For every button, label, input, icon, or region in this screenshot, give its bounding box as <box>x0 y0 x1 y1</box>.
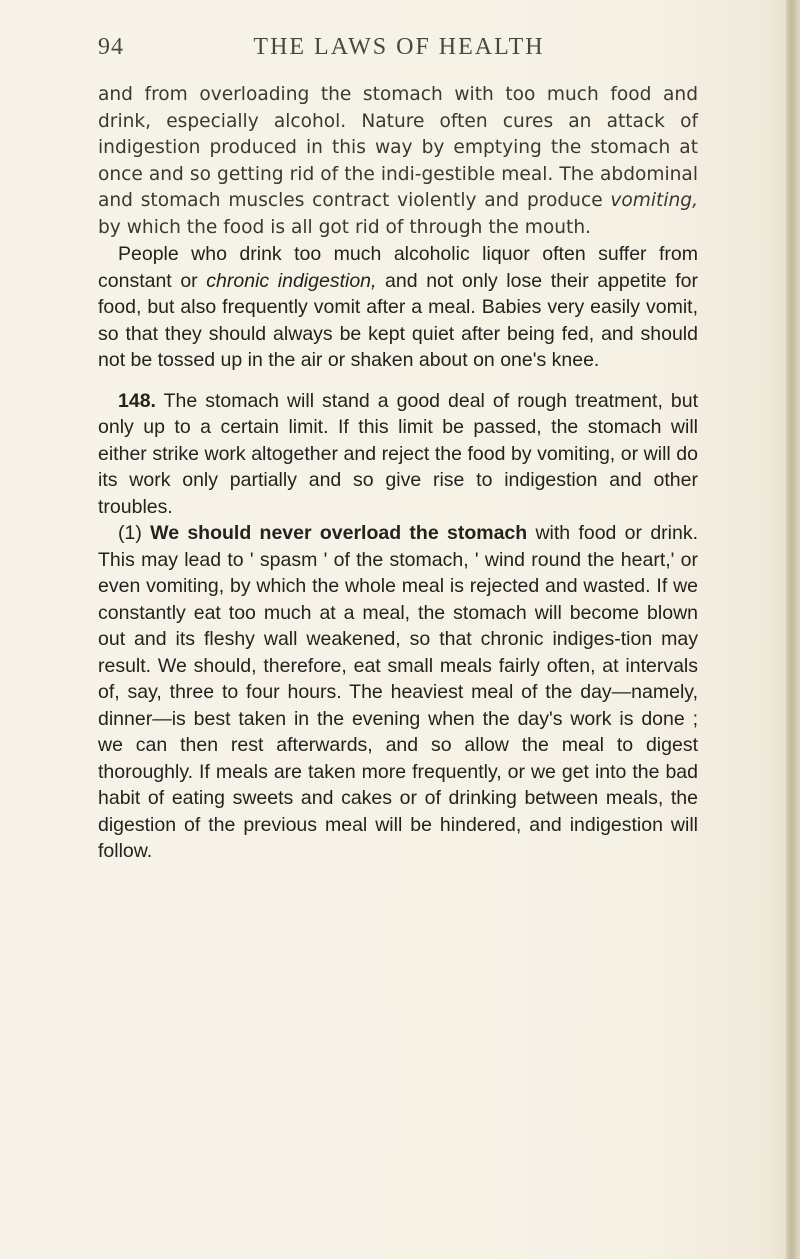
paragraph-1 <box>98 82 698 241</box>
paragraph-rule-1-text: with food or drink. This may lead to ' spasm ' of the stomach, ' wind round the heart,' or even vomiting, by which the whole meal is rejected and wasted. If we constantly eat too much at a meal, the stomach will become blown out and its fleshy wall weakened, so that chronic indiges-tion may result. We should, therefore, eat small meals fairly often, at intervals of, say, three to four hours. The heaviest meal of the day—namely, dinner—is best taken in the evening when the day's work is done ; we can then rest afterwards, and so allow the meal to digest thoroughly. If meals are taken more frequently, or we get into the bad habit of eating sweets and cakes or of drinking between meals, the digestion of the previous meal will be hindered, and indigestion will follow. <box>98 522 699 862</box>
rule-heading: We should never overload the stomach <box>141 522 528 544</box>
paragraph-148 <box>98 388 698 521</box>
paragraph-2-text: People who drink too much alcoholic liquor often suffer from constant or <box>98 243 698 292</box>
paragraph-148-text: The stomach will stand a good deal of rough treatment, but only up to a certain limit. If this limit be passed, the stomach will either strike work altogether and reject the food by vomiting, or will do its work only partially and so give rise to indigestion and other troubles. <box>98 389 698 518</box>
page-number: 94 <box>98 34 124 60</box>
page-edge <box>786 0 800 1259</box>
paragraph-1-tail: by which the food is all got rid of through the mouth. <box>98 216 592 238</box>
running-title: THE LAWS OF HEALTH <box>253 34 545 60</box>
paragraph-1-text: and from overloading the stomach with too much food and drink, especially alcohol. Nature often cures an attack of indigestion produced in this way by emptying the stomach at once and so getting rid of the indi-gestible meal. The abdominal and stomach muscles contract violently and produce <box>98 84 698 211</box>
italic-term-vomiting: vomiting, <box>610 190 698 211</box>
paragraph-2 <box>98 241 698 374</box>
page-header <box>98 34 700 64</box>
paragraph-rule-1 <box>98 520 698 865</box>
rule-number: (1) <box>118 522 142 544</box>
paragraph-2-tail: and not only lose their appetite for food, but also frequently vomit after a meal. Babies very easily vomit, so that they should always be kept quiet after being fed, and should not be tossed up in the air or shaken about on one's knee. <box>98 269 699 371</box>
italic-term-chronic-indigestion: chronic indigestion, <box>206 269 377 292</box>
body-text <box>98 82 698 865</box>
section-number: 148. <box>118 389 156 412</box>
